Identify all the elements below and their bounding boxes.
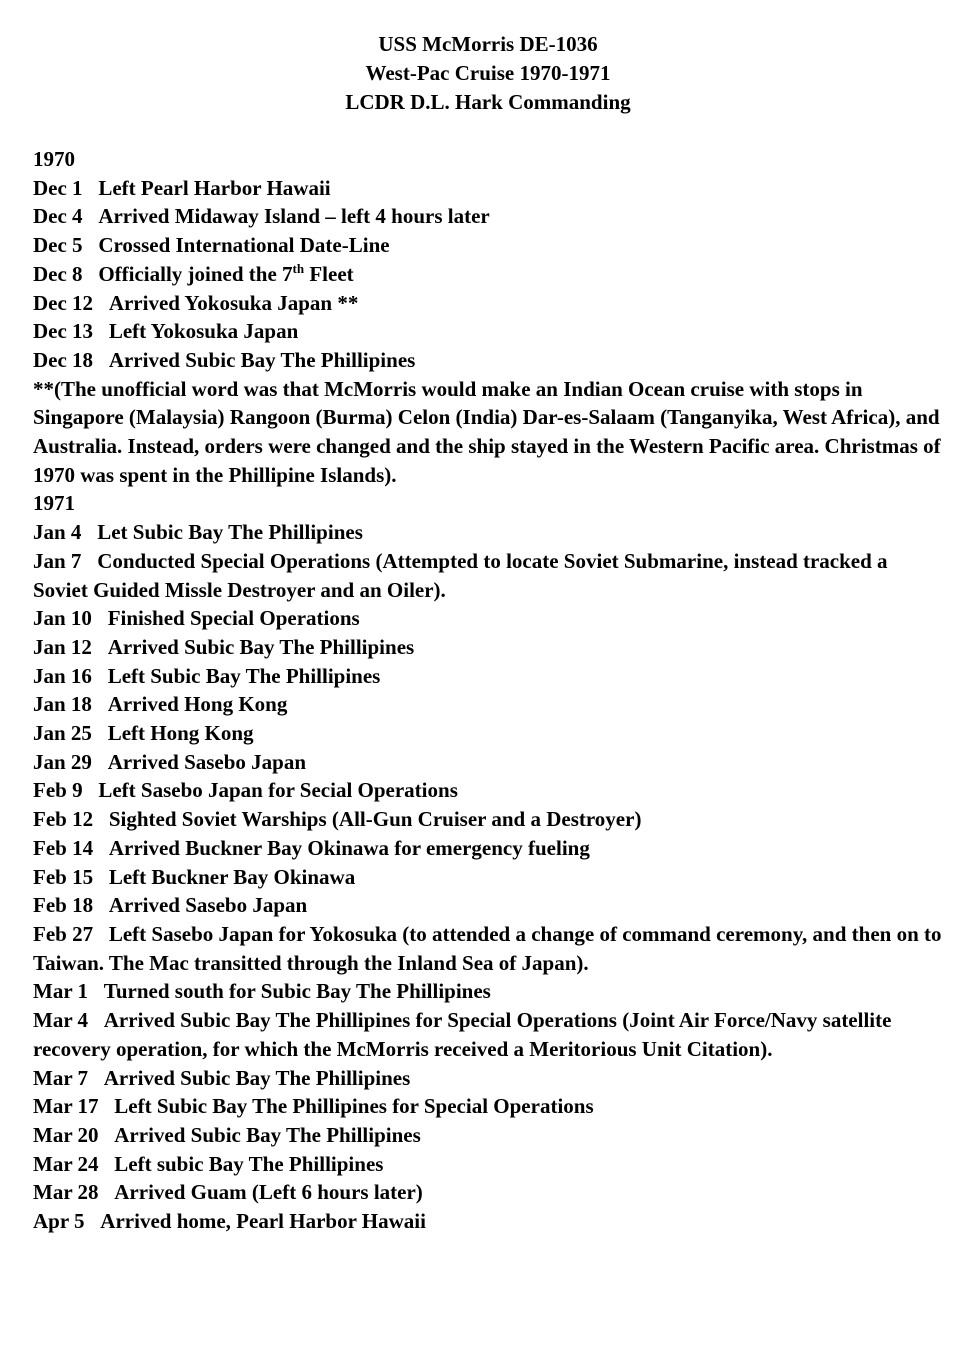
log-entry — [33, 1064, 943, 1093]
entry-text: Left Hong Kong — [107, 721, 254, 746]
entry-text: Left Sasebo Japan for Yokosuka (to attended a change of command ceremony, and then on to Taiwan. The Mac transitted through the Inland Sea of Japan). — [33, 921, 942, 975]
entries-1970 — [33, 174, 943, 375]
entry-date: Dec 18 — [33, 347, 94, 372]
entry-date: Mar 4 — [33, 1008, 89, 1033]
entry-date: Jan 12 — [33, 634, 92, 659]
entry-date: Dec 5 — [33, 233, 83, 258]
entry-text: Left subic Bay The Phillipines — [114, 1151, 384, 1176]
entry-date: Feb 14 — [33, 835, 94, 860]
log-entry — [33, 317, 943, 346]
log-entry — [33, 719, 943, 748]
log-entry — [33, 1006, 943, 1063]
log-entry — [33, 289, 943, 318]
entry-superscript: th — [292, 260, 305, 276]
entry-date: Mar 7 — [33, 1065, 89, 1090]
entry-date: Feb 12 — [33, 807, 94, 832]
log-entry — [33, 604, 943, 633]
log-entry — [33, 1207, 943, 1236]
entry-date: Feb 27 — [33, 921, 94, 946]
entry-date: Feb 18 — [33, 893, 94, 918]
document-page — [33, 30, 943, 1236]
log-entry — [33, 633, 943, 662]
title-ship: USS McMorris DE-1036 — [378, 32, 598, 56]
entry-date: Jan 25 — [33, 721, 92, 746]
entry-date: Feb 9 — [33, 778, 83, 803]
entry-text: Crossed International Date-Line — [98, 233, 390, 258]
entry-date: Mar 20 — [33, 1122, 99, 1147]
entry-date: Dec 12 — [33, 290, 94, 315]
log-entry — [33, 834, 943, 863]
year-heading-1970: 1970 — [33, 147, 75, 171]
entry-text: Conducted Special Operations (Attempted to locate Soviet Submarine, instead tracked a Soviet Guided Missle Destroyer and an Oiler). — [33, 548, 888, 602]
entry-date: Mar 28 — [33, 1180, 99, 1205]
log-entry — [33, 776, 943, 805]
entry-text: Arrived Sasebo Japan — [108, 893, 308, 918]
entry-date: Mar 1 — [33, 979, 89, 1004]
year-heading-1971: 1971 — [33, 491, 75, 516]
entry-date: Dec 13 — [33, 319, 94, 344]
log-entry — [33, 863, 943, 892]
entry-text: Arrived Yokosuka Japan ** — [108, 290, 359, 315]
footnote: **(The unofficial word was that McMorris would make an Indian Ocean cruise with stops in Singapore (Malaysia) Rangoon (Burma) Celon (India) Dar-es-Salaam (Tanganyika, West Africa), and Australia. Instead, orders were changed and the ship stayed in the Western Pacific area. Christmas of 1970 was spent in the Phillipine Islands). — [33, 376, 941, 487]
entry-text: Arrived Subic Bay The Phillipines for Special Operations (Joint Air Force/Navy satellite recovery operation, for which the McMorris received a Meritorious Unit Citation). — [33, 1008, 892, 1061]
entry-date: Dec 4 — [33, 204, 83, 229]
log-entry — [33, 174, 943, 203]
log-entry — [33, 748, 943, 777]
entry-text: Arrived Subic Bay The Phillipines — [114, 1122, 421, 1147]
title-commanding: LCDR D.L. Hark Commanding — [345, 90, 631, 114]
entry-text: Left Subic Bay The Phillipines — [107, 663, 381, 688]
document-header — [33, 30, 943, 117]
log-entry — [33, 231, 943, 260]
entry-date: Jan 18 — [33, 692, 92, 717]
log-entry — [33, 260, 943, 289]
entry-text: Turned south for Subic Bay The Phillipines — [103, 979, 491, 1004]
entry-text: Arrived home, Pearl Harbor Hawaii — [100, 1209, 426, 1234]
entry-text: Arrived Hong Kong — [107, 692, 288, 717]
entry-date: Mar 24 — [33, 1151, 99, 1176]
entry-text: Arrived Buckner Bay Okinawa for emergency fueling — [108, 835, 590, 860]
entry-text: Arrived Guam (Left 6 hours later) — [114, 1180, 423, 1205]
entry-text: Let Subic Bay The Phillipines — [97, 520, 363, 545]
entry-date: Jan 10 — [33, 606, 92, 631]
entry-date: Dec 8 — [33, 261, 83, 286]
log-entry — [33, 202, 943, 231]
log-entry — [33, 805, 943, 834]
entry-text: Left Subic Bay The Phillipines for Special Operations — [114, 1094, 594, 1119]
log-entry — [33, 1178, 943, 1207]
title-cruise: West-Pac Cruise 1970-1971 — [365, 61, 611, 85]
entry-date: Jan 4 — [33, 520, 82, 545]
entry-text: Arrived Sasebo Japan — [107, 749, 307, 774]
log-entry — [33, 690, 943, 719]
log-entry — [33, 547, 943, 604]
entry-text: Left Yokosuka Japan — [108, 319, 299, 344]
log-entry — [33, 346, 943, 375]
entry-text: Left Sasebo Japan for Secial Operations — [98, 778, 458, 803]
entry-date: Jan 29 — [33, 749, 92, 774]
entry-text: Left Pearl Harbor Hawaii — [98, 175, 331, 200]
entry-text: Arrived Subic Bay The Phillipines — [107, 634, 415, 659]
log-entry — [33, 920, 943, 977]
entry-text: Arrived Subic Bay The Phillipines — [103, 1065, 411, 1090]
log-entry — [33, 891, 943, 920]
entry-date: Jan 7 — [33, 548, 82, 573]
entry-text: Arrived Subic Bay The Phillipines — [108, 347, 416, 372]
entry-date: Jan 16 — [33, 663, 92, 688]
entry-text: Officially joined the 7 — [98, 261, 293, 286]
log-entry — [33, 1121, 943, 1150]
entry-date: Apr 5 — [33, 1209, 85, 1234]
log-entry — [33, 518, 943, 547]
log-entry — [33, 662, 943, 691]
entry-text: Finished Special Operations — [107, 606, 360, 631]
entry-text-continued: Fleet — [304, 261, 354, 286]
entry-text: Sighted Soviet Warships (All-Gun Cruiser and a Destroyer) — [108, 807, 642, 832]
entry-date: Dec 1 — [33, 175, 83, 200]
log-entry — [33, 977, 943, 1006]
log-entry — [33, 1150, 943, 1179]
log-entry — [33, 1092, 943, 1121]
entry-text: Arrived Midaway Island – left 4 hours later — [98, 204, 490, 229]
entries-1971 — [33, 518, 943, 1236]
entry-date: Mar 17 — [33, 1094, 99, 1119]
entry-text: Left Buckner Bay Okinawa — [108, 864, 356, 889]
entry-date: Feb 15 — [33, 864, 94, 889]
